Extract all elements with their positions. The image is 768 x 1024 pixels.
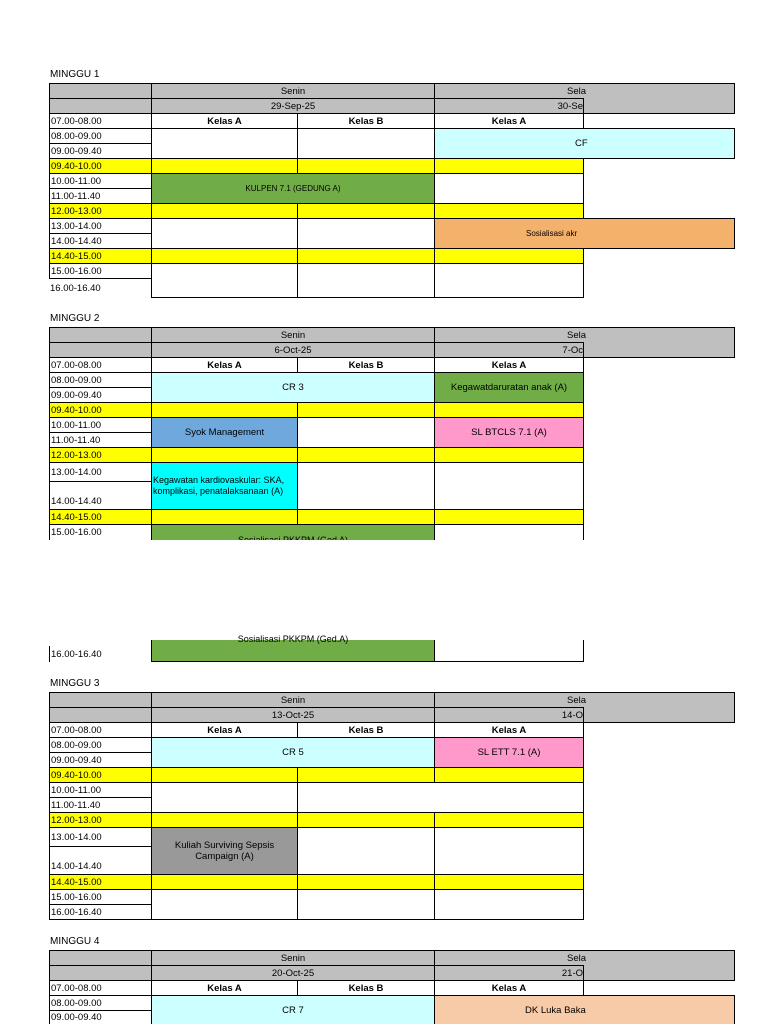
time-slot: 16.00-16.40: [49, 278, 152, 298]
break-cell: [151, 509, 298, 525]
event-surviving-sepsis: Kuliah Surviving Sepsis Campaign (A): [151, 827, 298, 875]
break-cell: [434, 874, 584, 890]
header-blank: [49, 707, 152, 723]
time-slot: 13.00-14.00: [49, 218, 152, 234]
class-a-header: Kelas A: [434, 980, 584, 996]
class-b-header: Kelas B: [297, 722, 435, 738]
day-header: Senin: [151, 327, 435, 343]
break-cell: [434, 203, 584, 219]
header-blank: [49, 342, 152, 358]
break-cell: [151, 812, 298, 828]
event-syok-management: Syok Management: [151, 417, 298, 448]
break-cell: [434, 509, 584, 525]
event-sl-ett: SL ETT 7.1 (A): [434, 737, 584, 768]
time-slot: 14.00-14.40: [49, 846, 152, 875]
time-slot: 07.00-08.00: [49, 722, 152, 738]
class-a-header: Kelas A: [151, 357, 298, 373]
break-cell: [297, 447, 435, 463]
time-slot: 10.00-11.00: [49, 782, 152, 798]
schedule-cell: [434, 263, 584, 298]
date-header: 6-Oct-25: [151, 342, 435, 358]
break-cell: [297, 248, 435, 264]
break-cell: [434, 158, 584, 174]
header-blank: [49, 98, 152, 114]
break-cell: [434, 767, 584, 783]
break-cell: [297, 509, 435, 525]
break-cell: [151, 402, 298, 418]
header-blank: [49, 327, 152, 343]
time-slot-break: 12.00-13.00: [49, 812, 152, 828]
schedule-cell: [297, 218, 435, 249]
time-slot: 11.00-11.40: [49, 188, 152, 204]
time-slot: 14.00-14.40: [49, 233, 152, 249]
break-cell: [434, 447, 584, 463]
time-slot-break: 12.00-13.00: [49, 203, 152, 219]
time-slot: 15.00-16.00: [49, 889, 152, 905]
time-slot: 08.00-09.00: [49, 995, 152, 1011]
date-header: 20-Oct-25: [151, 965, 435, 981]
week-title: MINGGU 2: [50, 313, 100, 324]
time-slot-break: 14.40-15.00: [49, 874, 152, 890]
time-slot: 14.00-14.40: [49, 481, 152, 510]
time-slot: 10.00-11.00: [49, 173, 152, 189]
schedule-cell: [151, 782, 298, 813]
break-cell: [151, 203, 298, 219]
break-cell: [434, 812, 584, 828]
schedule-cell: [434, 640, 584, 662]
class-b-header: Kelas B: [297, 980, 435, 996]
schedule-cell: [297, 782, 435, 813]
time-slot-break: 09.40-10.00: [49, 158, 152, 174]
schedule-cell: [434, 782, 584, 813]
class-a-header: Kelas A: [434, 722, 584, 738]
date-header: 21-O: [434, 965, 584, 981]
event-cr: CF: [434, 128, 735, 159]
time-slot-break: 09.40-10.00: [49, 402, 152, 418]
time-slot: 08.00-09.00: [49, 737, 152, 753]
event-cr3: CR 3: [151, 372, 435, 403]
schedule-cell: [297, 827, 435, 875]
event-dk-luka-bakar: DK Luka Baka: [434, 995, 735, 1024]
break-cell: [151, 248, 298, 264]
event-cr7: CR 7: [151, 995, 435, 1024]
page-gap: [40, 540, 740, 640]
class-a-header: Kelas A: [151, 980, 298, 996]
time-slot: 07.00-08.00: [49, 980, 152, 996]
event-sl-btcls: SL BTCLS 7.1 (A): [434, 417, 584, 448]
day-header: Sela: [434, 692, 735, 723]
time-slot: 16.00-16.40: [51, 648, 102, 660]
time-slot: 10.00-11.00: [49, 417, 152, 433]
time-slot: 09.00-09.40: [49, 143, 152, 159]
event-label: Sosialisasi PKKPM (Ged.A): [237, 634, 349, 644]
break-cell: [151, 874, 298, 890]
time-slot: 13.00-14.00: [49, 827, 152, 847]
schedule-cell: [434, 462, 584, 510]
schedule-cell: [434, 827, 584, 875]
break-cell: [151, 447, 298, 463]
schedule-cell: [297, 462, 435, 510]
time-slot: 11.00-11.40: [49, 797, 152, 813]
schedule-cell: [151, 128, 298, 159]
header-blank: [49, 83, 152, 99]
date-header: 29-Sep-25: [151, 98, 435, 114]
schedule-cell: [151, 889, 298, 920]
schedule-cell: [297, 128, 435, 159]
break-cell: [151, 767, 298, 783]
time-slot-break: 14.40-15.00: [49, 509, 152, 525]
day-header: Senin: [151, 83, 435, 99]
day-header: Sela: [434, 83, 735, 114]
class-a-header: Kelas A: [434, 113, 584, 129]
date-header: 30-Se: [434, 98, 584, 114]
event-kegawatdaruratan-anak: Kegawatdaruratan anak (A): [434, 372, 584, 403]
schedule-cell: [434, 173, 584, 204]
class-a-header: Kelas A: [434, 357, 584, 373]
time-slot: 11.00-11.40: [49, 432, 152, 448]
time-slot: 08.00-09.00: [49, 128, 152, 144]
schedule-cell: [151, 218, 298, 249]
date-header: 7-Oc: [434, 342, 584, 358]
week-title: MINGGU 1: [50, 69, 100, 80]
schedule-cell: [151, 263, 298, 298]
schedule-cell: [297, 263, 435, 298]
time-slot-break: 14.40-15.00: [49, 248, 152, 264]
time-slot: 09.00-09.40: [49, 752, 152, 768]
break-cell: [434, 248, 584, 264]
class-a-header: Kelas A: [151, 722, 298, 738]
header-blank: [49, 965, 152, 981]
day-header: Sela: [434, 950, 735, 981]
week-title: MINGGU 4: [50, 936, 100, 947]
time-slot: 15.00-16.00: [49, 524, 152, 540]
event-kulpen: KULPEN 7.1 (GEDUNG A): [151, 173, 435, 204]
header-blank: [49, 950, 152, 966]
schedule-cell: [434, 889, 584, 920]
break-cell: [297, 158, 435, 174]
schedule-cell: [297, 417, 435, 448]
time-slot: 08.00-09.00: [49, 372, 152, 388]
time-slot: 07.00-08.00: [49, 113, 152, 129]
time-slot: 15.00-16.00: [49, 263, 152, 279]
class-b-header: Kelas B: [297, 113, 435, 129]
event-sosialisasi: Sosialisasi akr: [434, 218, 735, 249]
date-header: 13-Oct-25: [151, 707, 435, 723]
class-a-header: Kelas A: [151, 113, 298, 129]
event-cr5: CR 5: [151, 737, 435, 768]
time-slot: 09.00-09.40: [49, 387, 152, 403]
break-cell: [151, 158, 298, 174]
header-blank: [49, 692, 152, 708]
time-slot-break: 12.00-13.00: [49, 447, 152, 463]
break-cell: [434, 402, 584, 418]
break-cell: [297, 874, 435, 890]
date-header: 14-O: [434, 707, 584, 723]
event-kegawatan-kardiovaskular: Kegawatan kardiovaskular: SKA, komplikasi, penatalaksanaan (A): [151, 462, 298, 510]
event-sosialisasi-pkkpm: [151, 524, 435, 540]
time-slot-break: 09.40-10.00: [49, 767, 152, 783]
day-header: Sela: [434, 327, 735, 358]
break-cell: [297, 402, 435, 418]
schedule-cell: [297, 889, 435, 920]
week-title: MINGGU 3: [50, 678, 100, 689]
day-header: Senin: [151, 950, 435, 966]
time-slot: 09.00-09.40: [49, 1010, 152, 1024]
time-slot: 16.00-16.40: [49, 904, 152, 920]
time-slot: 07.00-08.00: [49, 357, 152, 373]
class-b-header: Kelas B: [297, 357, 435, 373]
break-cell: [297, 767, 435, 783]
break-cell: [297, 812, 435, 828]
schedule-cell: [434, 524, 584, 540]
event-sosialisasi-pkkpm-cont: [151, 634, 435, 662]
time-slot: 13.00-14.00: [49, 462, 152, 482]
break-cell: [297, 203, 435, 219]
day-header: Senin: [151, 692, 435, 708]
